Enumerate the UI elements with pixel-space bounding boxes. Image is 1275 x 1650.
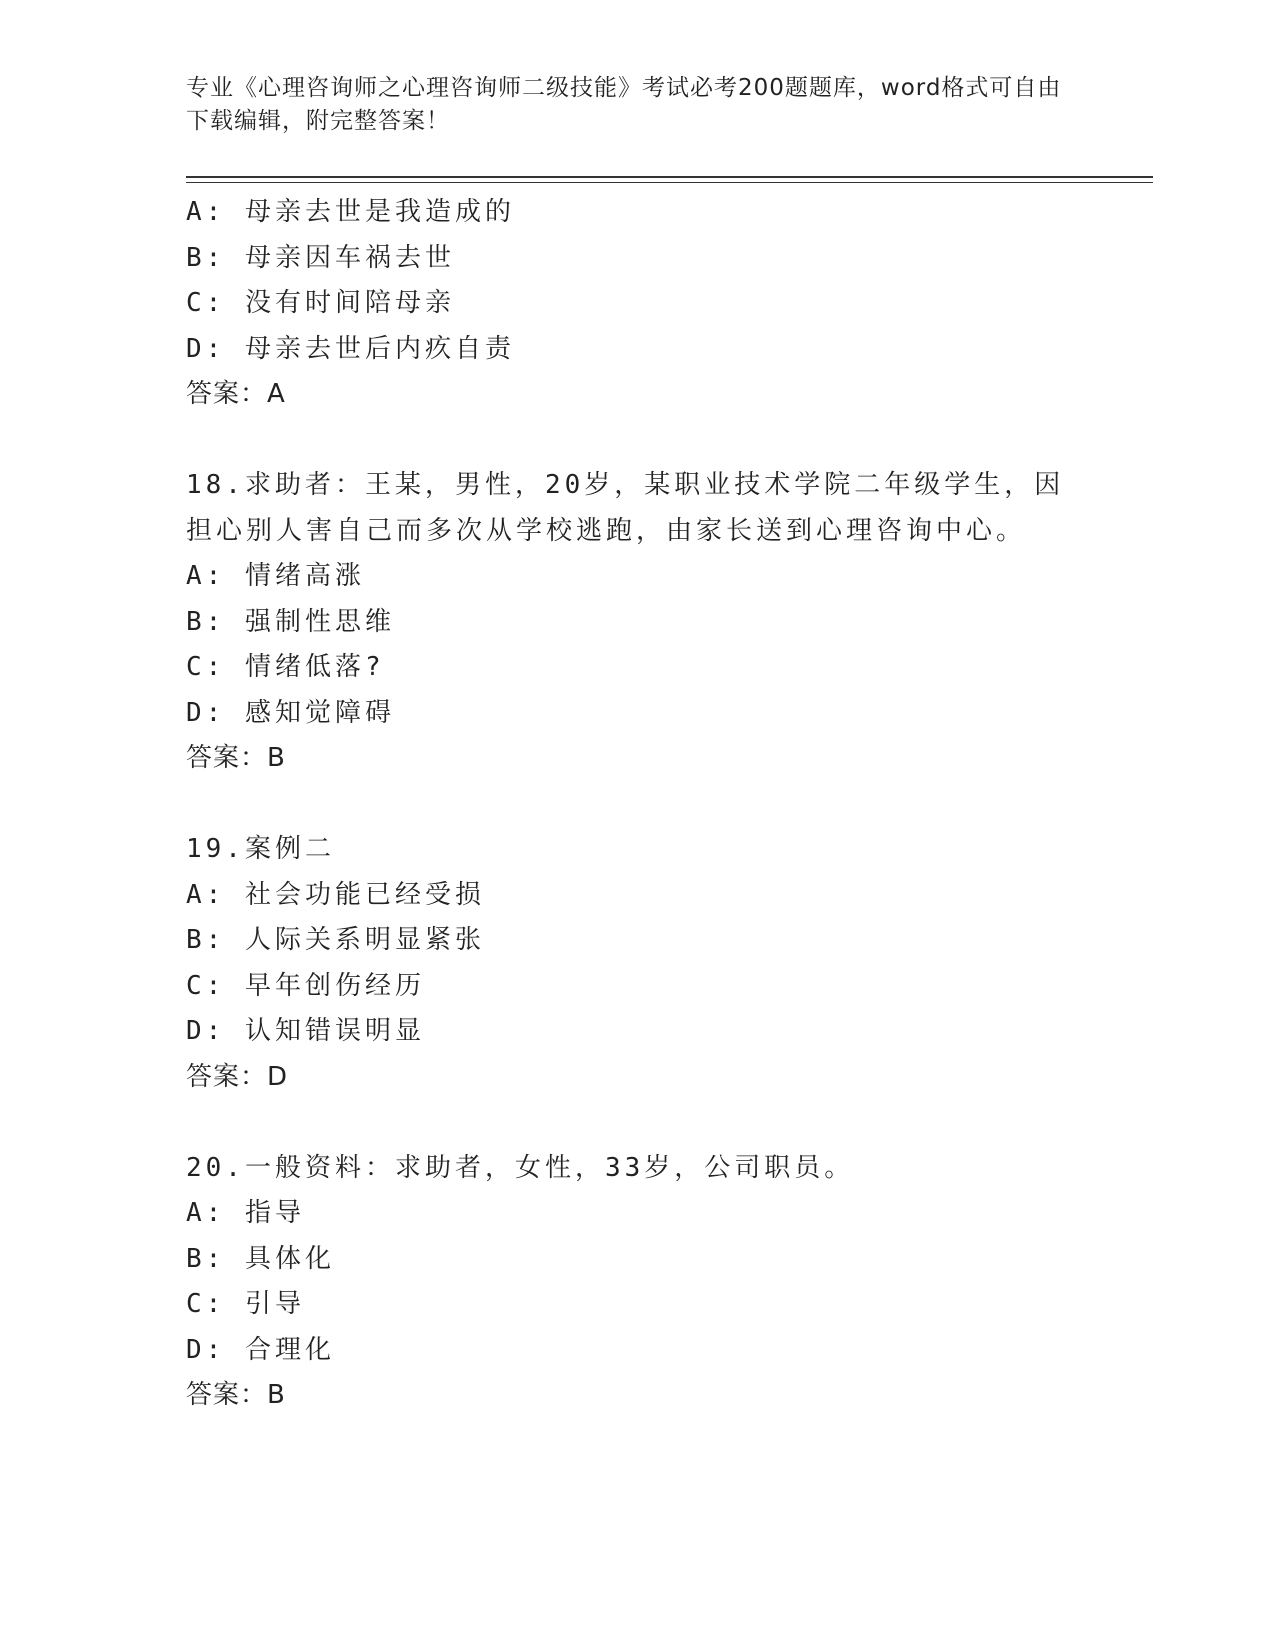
option-a: A: 情绪高涨 (186, 561, 365, 591)
answer-line: 答案：B (186, 1380, 286, 1410)
option-b: B: 母亲因车祸去世 (186, 242, 455, 273)
option-d: D: 认知错误明显 (186, 1016, 425, 1046)
option-a: A: 社会功能已经受损 (186, 879, 485, 910)
option-c: C: 没有时间陪母亲 (186, 288, 455, 318)
question-block (186, 463, 1153, 782)
question-list (186, 190, 1153, 1419)
question-text: 19.案例二 (186, 834, 335, 864)
option-b: B: 强制性思维 (186, 606, 395, 637)
option-c: C: 情绪低落? (186, 652, 385, 682)
option-b: B: 人际关系明显紧张 (186, 925, 485, 955)
answer-line: 答案：A (186, 379, 286, 409)
option-c: C: 早年创伤经历 (186, 970, 425, 1001)
answer-line: 答案：B (186, 743, 286, 773)
option-a: A: 指导 (186, 1198, 305, 1228)
header-rule-thin (186, 182, 1153, 183)
header-rule-thick (186, 176, 1153, 178)
answer-line: 答案：D (186, 1061, 289, 1092)
question-block (186, 1146, 1153, 1419)
option-c: C: 引导 (186, 1289, 305, 1319)
question-text: 20.一般资料：求助者，女性，33岁，公司职员。 (186, 1152, 855, 1183)
option-d: D: 感知觉障碍 (186, 697, 395, 728)
question-text: 18.求助者：王某，男性，20岁，某职业技术学院二年级学生，因担心别人害自己而多次从学校逃跑，由家长送到心理咨询中心。 (186, 470, 1065, 546)
document-header: 专业《心理咨询师之心理咨询师二级技能》考试必考200题题库，word格式可自由下载编辑，附完整答案！ (186, 75, 1062, 134)
question-block (186, 827, 1153, 1100)
option-d: D: 母亲去世后内疚自责 (186, 333, 515, 364)
option-d: D: 合理化 (186, 1334, 335, 1365)
question-block (186, 190, 1153, 418)
option-b: B: 具体化 (186, 1243, 335, 1274)
option-a: A: 母亲去世是我造成的 (186, 197, 515, 227)
